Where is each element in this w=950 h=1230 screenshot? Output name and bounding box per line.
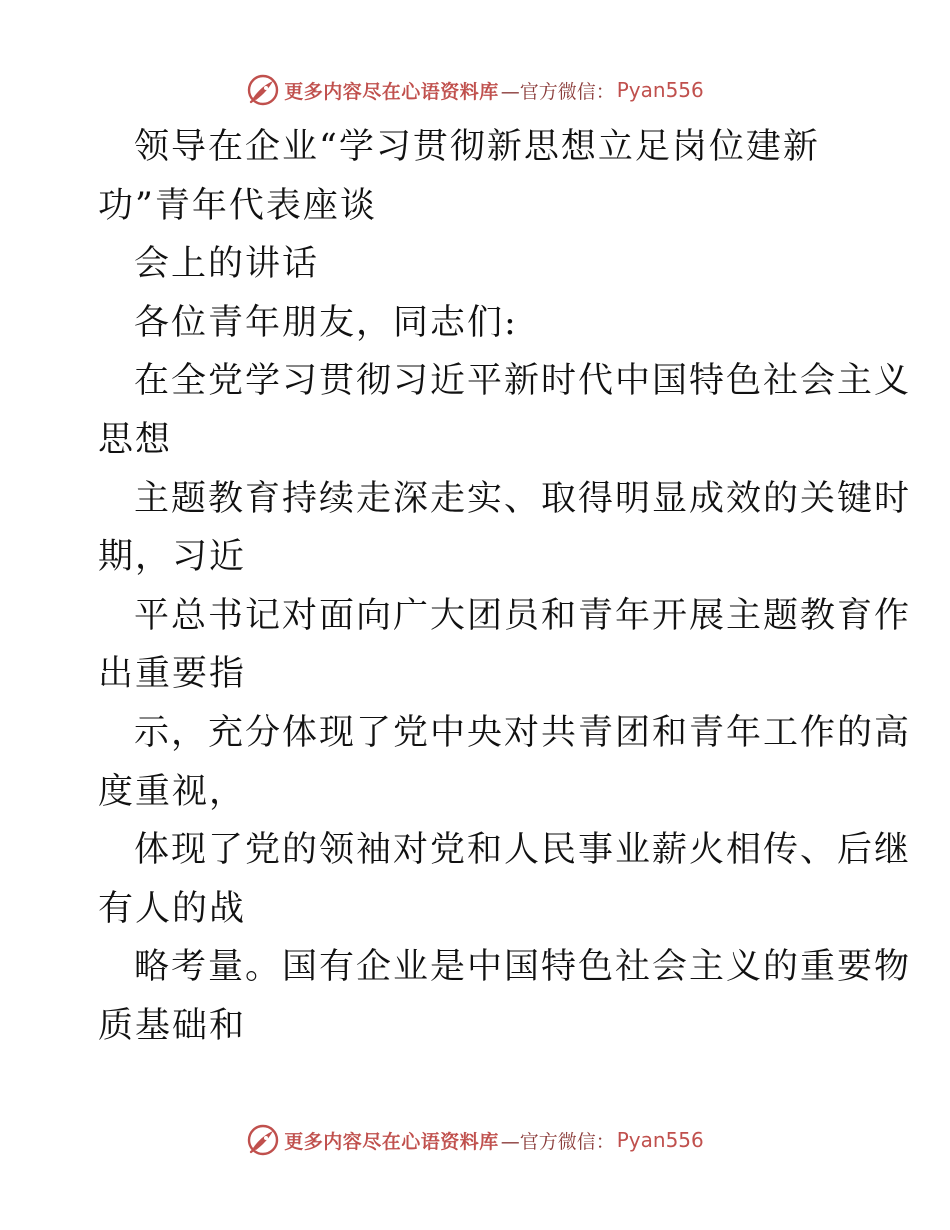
document-line: 平总书记对面向广大团员和青年开展主题教育作 — [134, 595, 912, 636]
official-wechat-label: —官方微信： — [500, 1130, 615, 1153]
document-line: 各位青年朋友，同志们: — [134, 302, 518, 343]
document-line: 示，充分体现了党中央对共青团和青年工作的高 — [134, 712, 912, 753]
document-line: 有人的战 — [98, 888, 247, 929]
wechat-account: Pyan556 — [616, 1128, 704, 1152]
document-line: 略考量。国有企业是中国特色社会主义的重要物 — [134, 947, 912, 988]
brand-name: 更多内容尽在心语资料库 — [284, 1130, 499, 1153]
wechat-account: Pyan556 — [616, 78, 704, 102]
official-wechat-label: —官方微信： — [500, 80, 615, 103]
document-line: 出重要指 — [98, 654, 247, 695]
document-line: 在全党学习贯彻习近平新时代中国特色社会主义 — [134, 361, 912, 402]
document-line: 期，习近 — [98, 537, 247, 578]
document-body — [98, 118, 912, 1056]
document-line: 领导在企业“学习贯彻新思想立足岗位建新 — [134, 127, 820, 167]
pen-nib-logo-icon — [246, 73, 280, 107]
document-line: 质基础和 — [98, 1005, 247, 1046]
document-line: 功”青年代表座谈 — [98, 185, 377, 226]
document-line: 度重视， — [98, 771, 247, 812]
document-line: 主题教育持续走深走实、取得明显成效的关键时 — [134, 478, 912, 519]
header-watermark-banner — [0, 70, 950, 110]
document-line: 会上的讲话 — [134, 244, 320, 285]
footer-watermark-banner — [0, 1120, 950, 1160]
document-line: 思想 — [98, 419, 173, 460]
pen-nib-logo-icon — [246, 1123, 280, 1157]
brand-name: 更多内容尽在心语资料库 — [284, 80, 499, 103]
document-line: 体现了党的领袖对党和人民事业薪火相传、后继 — [134, 830, 912, 871]
